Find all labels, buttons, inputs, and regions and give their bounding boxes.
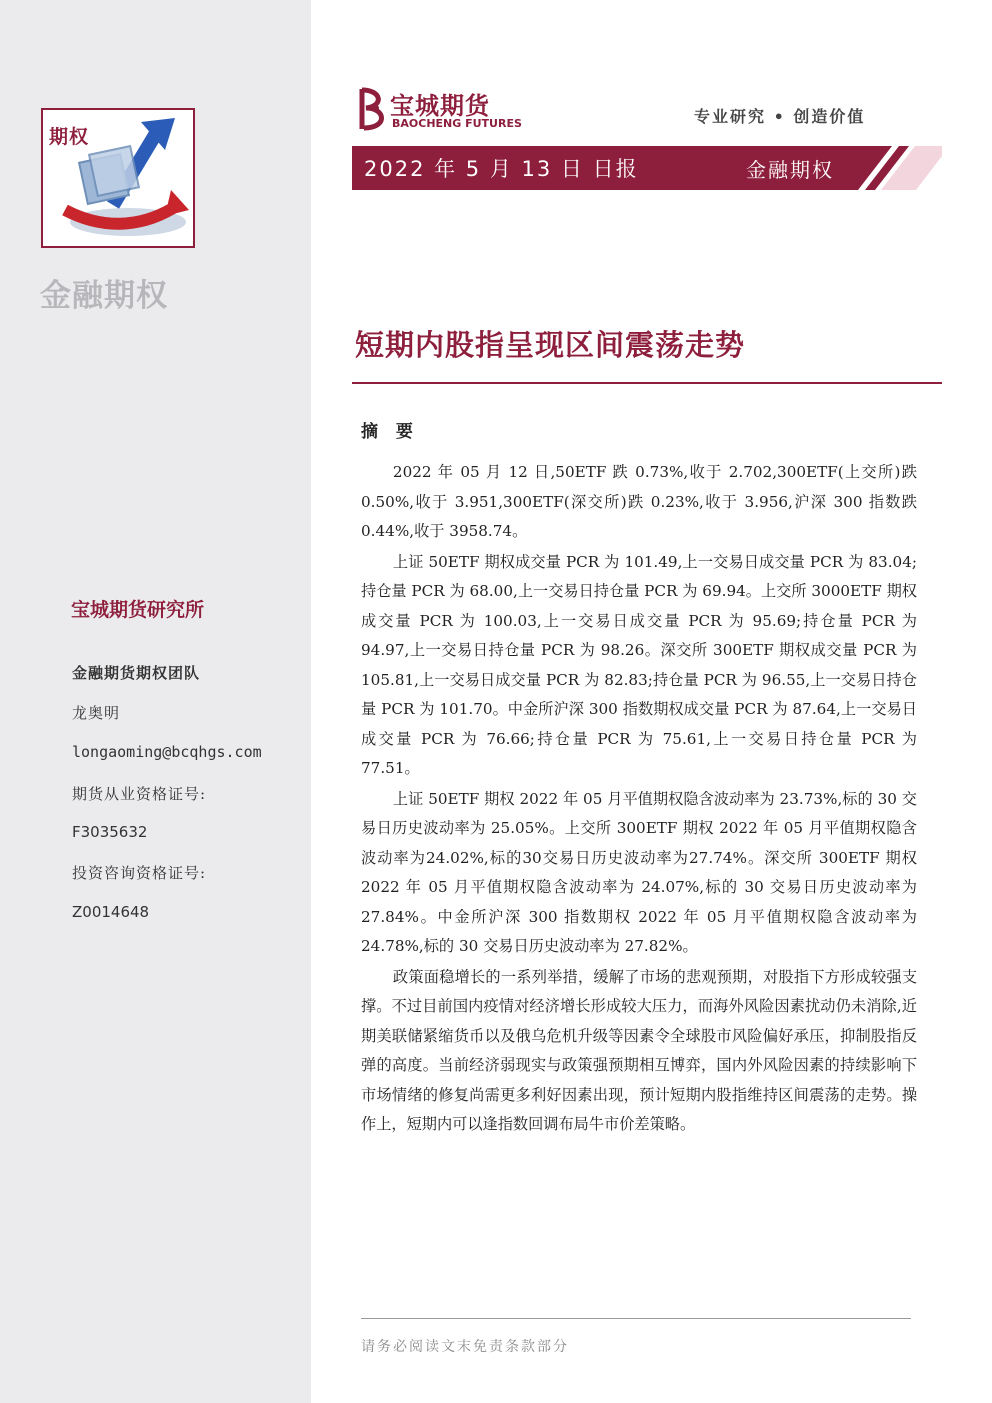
team-name: 金融期货期权团队: [72, 664, 201, 682]
institute-name: 宝城期货研究所: [71, 599, 205, 621]
abstract-body: [361, 458, 917, 1141]
cover-image: [41, 108, 195, 248]
slogan: 专业研究 • 创造价值: [694, 107, 866, 126]
report-category: 金融期权: [746, 158, 834, 182]
footer-divider: [361, 1318, 911, 1319]
sidebar: [0, 0, 311, 1403]
invest-cert-number: Z0014648: [72, 903, 150, 921]
invest-cert-label: 投资咨询资格证号:: [72, 864, 207, 882]
analyst-name: 龙奥明: [72, 704, 121, 722]
sidebar-category: 金融期权: [40, 278, 168, 314]
brand-logo: [356, 86, 526, 132]
paragraph: 上证 50ETF 期权成交量 PCR 为 101.49,上一交易日成交量 PCR 为 83.04;持仓量 PCR 为 68.00,上一交易日持仓量 PCR 为 69.94。上交所 3000ETF 期权成交量 PCR 为 100.03,上一交易日成交量 PCR 为 95.69;持仓量 PCR 为 94.97,上一交易日持仓量 PCR 为 98.26。深交所 300ETF 期权成交量 PCR 为 105.81,上一交易日成交量 PCR 为 82.83;持仓量 PCR 为 96.55,上一交易日持仓量 PCR 为 101.70。中金所沪深 300 指数期权成交量 PCR 为 87.64,上一交易日成交量 PCR 为 76.66;持仓量 PCR 为 75.61,上一交易日持仓量 PCR 为 77.51。: [361, 552, 917, 777]
paragraph: 2022 年 05 月 12 日,50ETF 跌 0.73%,收于 2.702,300ETF(上交所)跌 0.50%,收于 3.951,300ETF(深交所)跌 0.23%,收于 3.956,沪深 300 指数跌 0.44%,收于 3958.74。: [361, 463, 917, 540]
baocheng-logo-icon: [356, 86, 390, 132]
paragraph: 政策面稳增长的一系列举措，缓解了市场的悲观预期，对股指下方形成较强支撑。不过目前国内疫情对经济增长形成较大压力，而海外风险因素扰动仍未消除,近期美联储紧缩货币以及俄乌危机升级等因素令全球股市风险偏好承压，抑制股指反弹的高度。当前经济弱现实与政策强预期相互博弈，国内外风险因素的持续影响下市场情绪的修复尚需更多利好因素出现，预计短期内股指维持区间震荡的走势。操作上，短期内可以逢指数回调布局牛市价差策略。: [361, 967, 917, 1133]
report-date: 2022 年 5 月 13 日 日报: [364, 157, 639, 181]
report-title: 短期内股指呈现区间震荡走势: [355, 328, 746, 362]
title-divider: [352, 382, 942, 384]
disclaimer-note: 请务必阅读文末免责条款部分: [361, 1339, 569, 1355]
futures-cert-number: F3035632: [72, 823, 148, 841]
analyst-email[interactable]: longaoming@bcqhgs.com: [72, 743, 262, 761]
date-banner: [352, 146, 942, 190]
brand-name-en: BAOCHENG FUTURES: [392, 117, 522, 130]
futures-cert-label: 期货从业资格证号:: [72, 785, 207, 803]
paragraph: 上证 50ETF 期权 2022 年 05 月平值期权隐含波动率为 23.73%,标的 30 交易日历史波动率为 25.05%。上交所 300ETF 期权 2022 年 05 月平值期权隐含波动率为24.02%,标的30交易日历史波动率为27.74%。深交所 300ETF 期权 2022 年 05 月平值期权隐含波动率为 24.07%,标的 30 交易日历史波动率为 27.84%。中金所沪深 300 指数期权 2022 年 05 月平值期权隐含波动率为 24.78%,标的 30 交易日历史波动率为 27.82%。: [361, 789, 917, 955]
cover-tag: 期权: [49, 126, 90, 148]
abstract-heading: 摘 要: [361, 422, 419, 442]
brand-name-cn: 宝城期货: [390, 92, 490, 120]
